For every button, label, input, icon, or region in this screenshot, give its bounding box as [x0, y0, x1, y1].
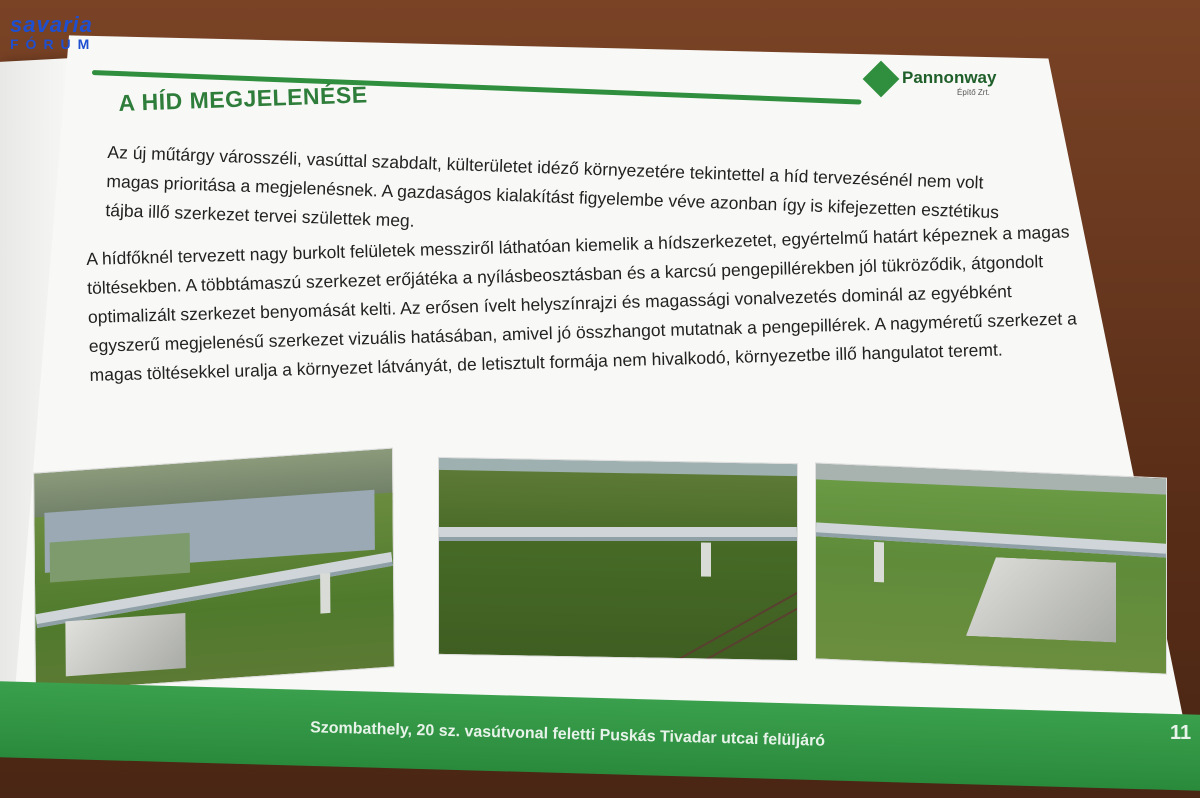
savaria-forum-watermark: savaria FÓRUM — [10, 12, 97, 52]
bridge-pier — [320, 573, 330, 614]
logo-diamond-icon — [863, 61, 900, 98]
logo-subtitle: Építő Zrt. — [957, 88, 990, 97]
paragraph-2: A hídfőknél tervezett nagy burkolt felületek messziről láthatóan kiemelik a hídszerkezetet, egyértelmű határt képeznek a magas töltésekben. A többtámaszú szerkezet erőjátéka a nyílásbeosztásban és a karcsú pengepillérekben jól tükröződik, átgondolt optimalizált szerkezet benyomását kelti. Az erősen ívelt helyszínrajzi és magassági vonalvezetés dominál az egyébként egyszerű megjelenésű szerkezet vizuális hatásában, amivel jó összhangot mutatnak a pengepillérek. A nagyméretű szerkezet a magas töltésekkel uralja a környezet látványát, de letisztult formája nem hivalkodó, környezetbe illő hangulatot teremt. — [86, 221, 1078, 385]
paragraph-1: Az új műtárgy városszéli, vasúttal szabdalt, külterületet idéző környezetére tekintettel a híd tervezésénél nem volt magas prioritása a megjelenésnek. A gazdaságos kialakítást figyelembe véve azonban így is kifejezetten esztétikus tájba illő szerkezet tervei születtek meg. — [105, 141, 1000, 231]
company-logo — [862, 60, 1022, 100]
bridge-abutment — [65, 613, 185, 676]
bridge-pier — [701, 542, 711, 576]
footer-caption: Szombathely, 20 sz. vasútvonal feletti Puskás Tivadar utcai felüljáró — [309, 719, 826, 750]
bridge-render-photo-1 — [33, 447, 395, 692]
page-number: 11 — [1170, 722, 1192, 744]
logo-name: Pannonway — [902, 68, 997, 87]
bridge-render-photo-3 — [815, 462, 1167, 674]
bridge-deck — [439, 527, 797, 541]
bridge-render-photo-2 — [438, 457, 798, 661]
page-title: A HÍD MEGJELENÉSE — [118, 81, 368, 116]
bridge-pier — [874, 542, 884, 582]
